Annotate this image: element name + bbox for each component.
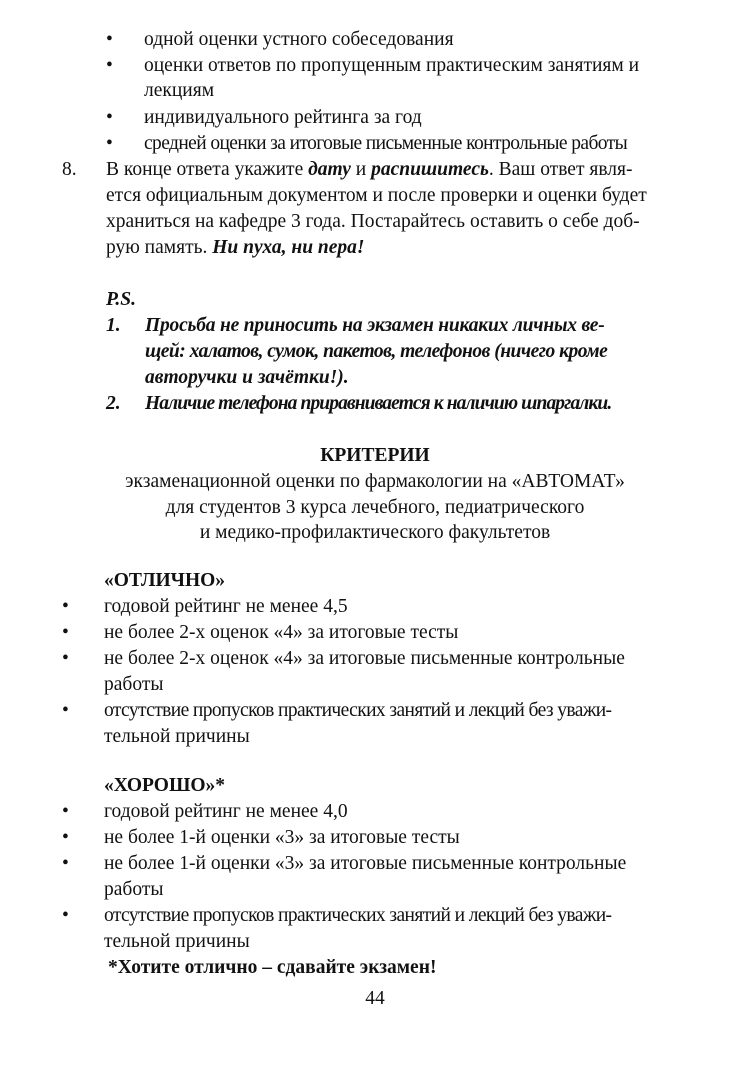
bullet-icon: • — [62, 596, 69, 617]
item8-text: рую память. — [106, 237, 213, 258]
list-item: индивидуального рейтинга за год — [144, 107, 422, 128]
list-item-continuation: тельной причины — [104, 931, 250, 952]
excellent-heading: «ОТЛИЧНО» — [104, 570, 226, 591]
item8-text: В конце ответа укажите — [106, 159, 309, 180]
bullet-icon: • — [106, 107, 113, 128]
list-item: годовой рейтинг не менее 4,0 — [104, 801, 348, 822]
list-item: средней оценки за итоговые письменные контрольные работы — [144, 133, 628, 154]
bullet-icon: • — [106, 133, 113, 154]
list-item: одной оценки устного собеседования — [144, 29, 454, 50]
bullet-icon: • — [62, 905, 69, 926]
emphasis-sign: распишитесь — [371, 159, 489, 180]
criteria-subtitle-1: экзаменационной оценки по фармакологии на «АВТОМАТ» — [125, 471, 625, 492]
list-item-continuation: работы — [104, 879, 164, 900]
list-item-continuation: лекциям — [144, 80, 215, 101]
item8-line-2: ется официальным документом и после проверки и оценки будет — [106, 185, 647, 206]
list-item: не более 2-х оценок «4» за итоговые тесты — [104, 622, 459, 643]
item8-text: и — [350, 159, 372, 180]
list-item: не более 1-й оценки «3» за итоговые письменные контрольные — [104, 853, 627, 874]
list-item-continuation: тельной причины — [104, 726, 250, 747]
item8-line-1 — [106, 158, 632, 182]
item8-text: . Ваш ответ явля- — [488, 159, 633, 180]
list-item-continuation: работы — [104, 674, 164, 695]
item8-line-4 — [106, 236, 365, 260]
bullet-icon: • — [106, 29, 113, 50]
bullet-icon: • — [62, 700, 69, 721]
ps-item-2: Наличие телефона приравнивается к наличию шпаргалки. — [145, 393, 612, 414]
footnote: *Хотите отлично – сдавайте экзамен! — [108, 957, 437, 978]
ps-number-1: 1. — [106, 315, 121, 336]
bullet-icon: • — [62, 622, 69, 643]
list-item: оценки ответов по пропущенным практическим занятиям и — [144, 55, 640, 76]
list-item: не более 1-й оценки «3» за итоговые тесты — [104, 827, 460, 848]
ps-item-1-line-1: Просьба не приносить на экзамен никаких личных ве- — [145, 315, 605, 336]
ps-label: P.S. — [106, 289, 136, 310]
list-item: не более 2-х оценок «4» за итоговые письменные контрольные — [104, 648, 625, 669]
criteria-title: КРИТЕРИИ — [320, 445, 430, 466]
criteria-subtitle-2: для студентов 3 курса лечебного, педиатрического — [165, 497, 585, 518]
bullet-icon: • — [62, 827, 69, 848]
page-number: 44 — [365, 988, 385, 1009]
item8-line-3: храниться на кафедре 3 года. Постарайтесь оставить о себе доб- — [106, 211, 640, 232]
ps-item-1-line-3: авторучки и зачётки!). — [145, 367, 349, 388]
item-number: 8. — [62, 159, 77, 180]
bullet-icon: • — [62, 648, 69, 669]
good-heading: «ХОРОШО»* — [104, 775, 226, 796]
criteria-subtitle-3: и медико-профилактического факультетов — [199, 522, 551, 543]
list-item: годовой рейтинг не менее 4,5 — [104, 596, 348, 617]
ps-number-2: 2. — [106, 393, 121, 414]
list-item: отсутствие пропусков практических занятий и лекций без уважи- — [104, 905, 612, 926]
list-item: отсутствие пропусков практических занятий и лекций без уважи- — [104, 700, 612, 721]
good-luck-phrase: Ни пуха, ни пера! — [212, 237, 365, 258]
ps-item-1-line-2: щей: халатов, сумок, пакетов, телефонов (ничего кроме — [145, 341, 608, 362]
bullet-icon: • — [62, 801, 69, 822]
bullet-icon: • — [62, 853, 69, 874]
bullet-icon: • — [106, 55, 113, 76]
emphasis-date: дату — [308, 159, 351, 180]
